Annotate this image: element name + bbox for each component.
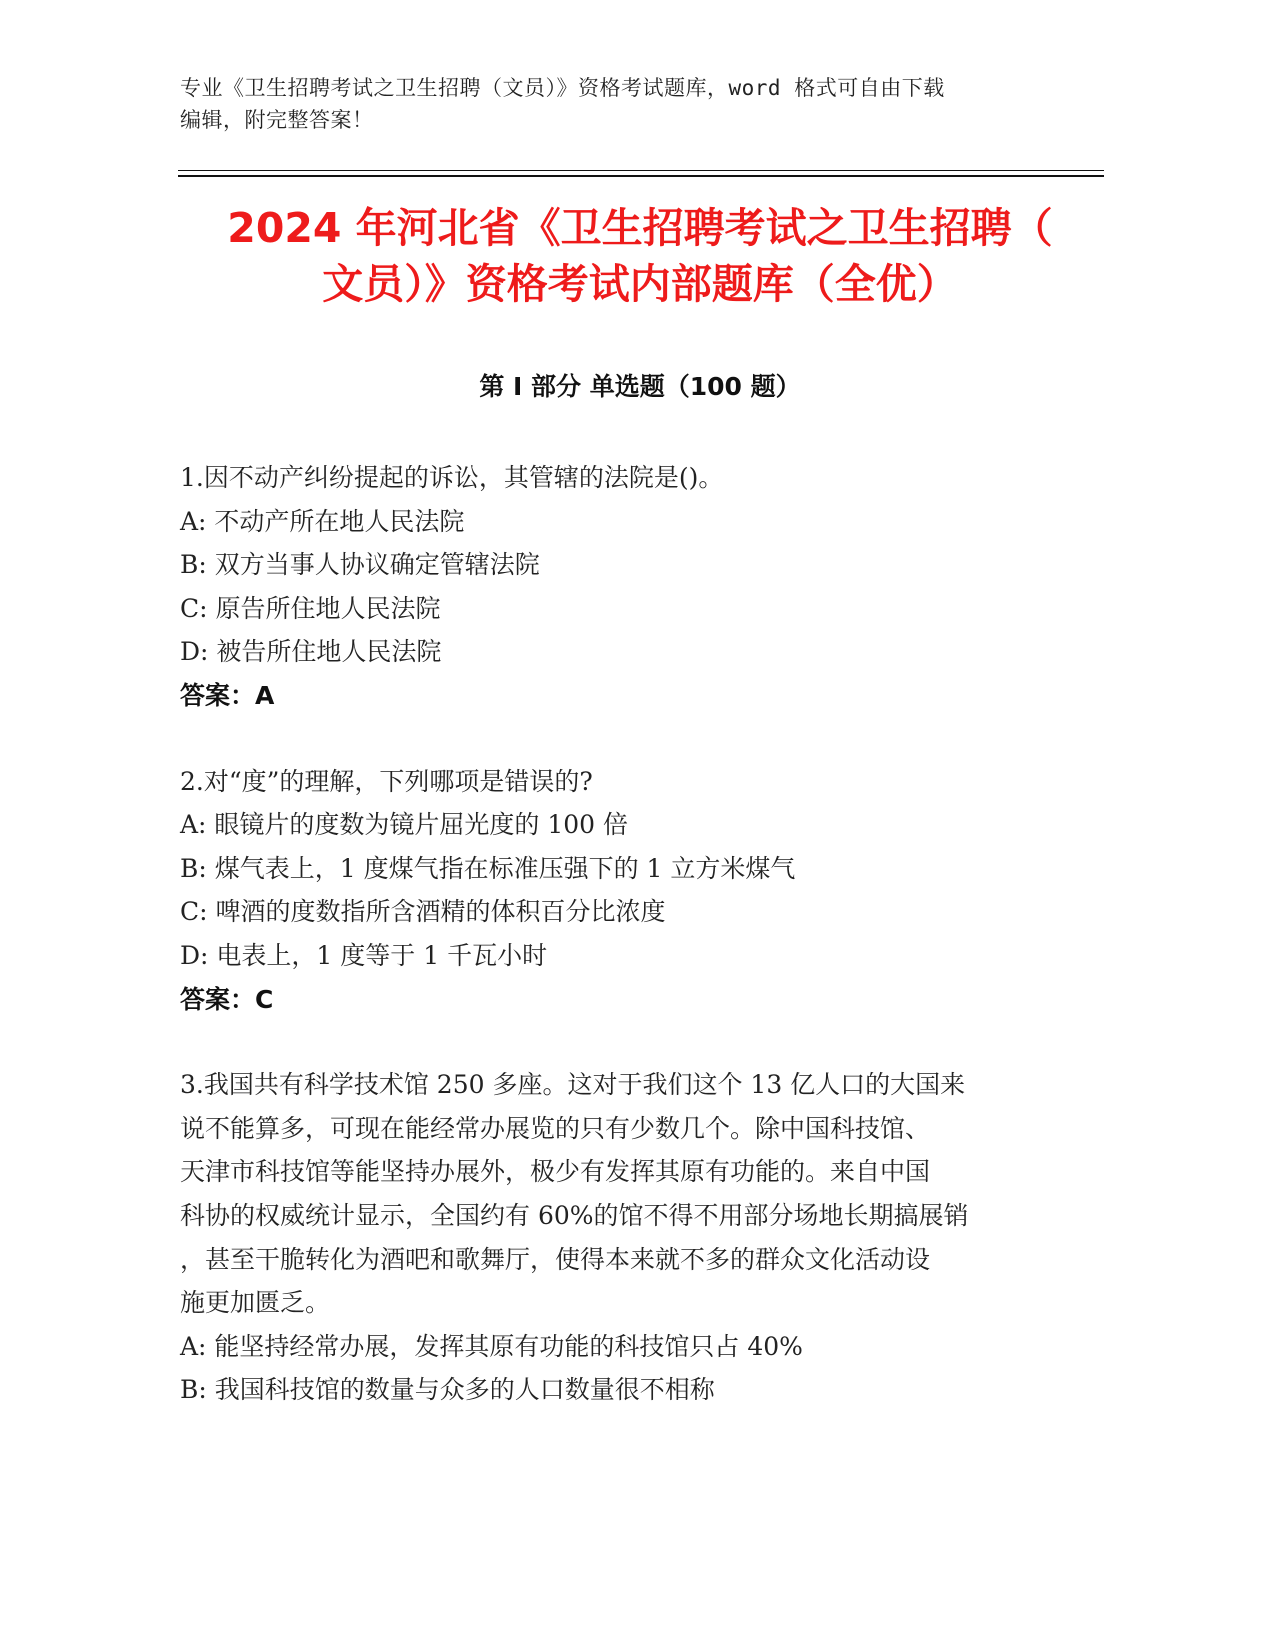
header-note-line-1: 专业《卫生招聘考试之卫生招聘（文员）》资格考试题库，word 格式可自由下载 <box>180 76 945 100</box>
header-divider-thin <box>178 170 1104 171</box>
option-d: D: 被告所住地人民法院 <box>180 637 442 667</box>
question-text-line-1: 3.我国共有科学技术馆 250 多座。这对于我们这个 13 亿人口的大国来 <box>180 1070 966 1100</box>
question-text: 1.因不动产纠纷提起的诉讼，其管辖的法院是()。 <box>180 463 724 492</box>
question-text: 2.对“度”的理解，下列哪项是错误的? <box>180 766 593 796</box>
option-c: C: 原告所住地人民法院 <box>180 593 441 623</box>
section-title: 第 I 部分 单选题（100 题） <box>479 372 801 401</box>
question-text-line-4: 科协的权威统计显示，全国约有 60%的馆不得不用部分场地长期搞展销 <box>180 1200 969 1230</box>
option-a: A: 眼镜片的度数为镜片屈光度的 100 倍 <box>180 810 629 840</box>
option-b: B: 煤气表上，1 度煤气指在标准压强下的 1 立方米煤气 <box>180 853 796 883</box>
question-text-line-5: ，甚至干脆转化为酒吧和歌舞厅，使得本来就不多的群众文化活动设 <box>180 1244 931 1274</box>
answer: 答案：C <box>180 984 274 1014</box>
header-divider-thick <box>178 175 1104 177</box>
option-a: A: 不动产所在地人民法院 <box>180 506 465 536</box>
header-note <box>180 72 1060 136</box>
question-text-line-3: 天津市科技馆等能坚持办展外，极少有发挥其原有功能的。来自中国 <box>180 1157 931 1187</box>
option-d: D: 电表上，1 度等于 1 千瓦小时 <box>180 940 548 970</box>
document-title-line-2: 文员）》资格考试内部题库（全优） <box>322 260 958 308</box>
option-b: B: 双方当事人协议确定管辖法院 <box>180 550 540 580</box>
option-c: C: 啤酒的度数指所含酒精的体积百分比浓度 <box>180 897 666 927</box>
question-2 <box>180 760 1040 1022</box>
question-text-line-2: 说不能算多，可现在能经常办展览的只有少数几个。除中国科技馆、 <box>180 1113 931 1143</box>
header-note-line-2: 编辑，附完整答案！ <box>180 108 374 132</box>
question-text-line-6: 施更加匮乏。 <box>180 1288 331 1318</box>
option-a: A: 能坚持经常办展，发挥其原有功能的科技馆只占 40% <box>180 1331 803 1361</box>
document-title <box>140 200 1140 312</box>
question-list <box>180 456 1040 1454</box>
question-3 <box>180 1063 1040 1412</box>
option-b: B: 我国科技馆的数量与众多的人口数量很不相称 <box>180 1375 715 1405</box>
document-title-line-1: 2024 年河北省《卫生招聘考试之卫生招聘（ <box>227 204 1053 252</box>
answer: 答案：A <box>180 680 275 710</box>
question-1 <box>180 456 1040 718</box>
